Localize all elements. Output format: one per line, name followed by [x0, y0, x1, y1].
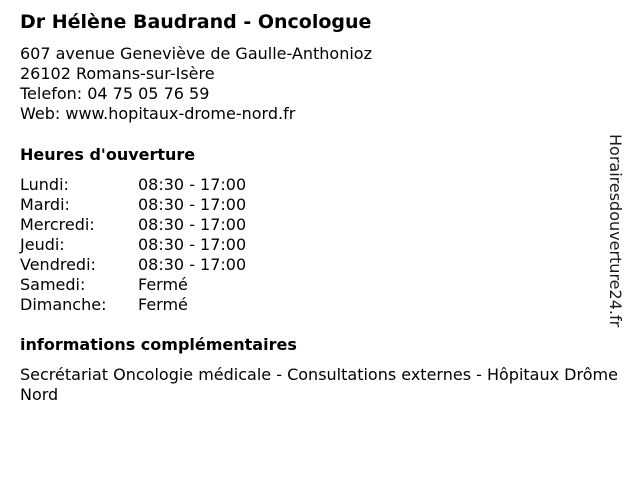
day-label: Mercredi:: [20, 215, 95, 234]
contact-block: [20, 44, 372, 124]
phone-number: Telefon: 04 75 05 76 59: [20, 84, 210, 103]
hours-row-thursday: [20, 235, 246, 255]
time-value: 08:30 - 17:00: [138, 195, 247, 214]
day-label: Vendredi:: [20, 255, 96, 274]
opening-hours-table: [20, 175, 246, 315]
time-value: 08:30 - 17:00: [138, 255, 247, 274]
time-value: 08:30 - 17:00: [138, 175, 247, 194]
street-address: 607 avenue Geneviève de Gaulle-Anthonioz: [20, 44, 372, 63]
hours-row-sunday: [20, 295, 246, 315]
hours-row-friday: [20, 255, 246, 275]
time-value: Fermé: [138, 275, 188, 294]
hours-row-monday: [20, 175, 246, 195]
additional-info-text: Secrétariat Oncologie médicale - Consultations externes - Hôpitaux Drôme Nord: [20, 365, 618, 404]
website-link[interactable]: Web: www.hopitaux-drome-nord.fr: [20, 104, 296, 123]
time-value: 08:30 - 17:00: [138, 215, 247, 234]
day-label: Mardi:: [20, 195, 70, 214]
day-label: Lundi:: [20, 175, 69, 194]
city-address: 26102 Romans-sur-Isère: [20, 64, 215, 83]
hours-row-wednesday: [20, 215, 246, 235]
additional-info-heading: informations complémentaires: [20, 335, 297, 354]
day-label: Samedi:: [20, 275, 86, 294]
site-watermark: Horairesdouverture24.fr: [606, 134, 625, 328]
time-value: 08:30 - 17:00: [138, 235, 247, 254]
hours-row-saturday: [20, 275, 246, 295]
day-label: Jeudi:: [20, 235, 65, 254]
day-label: Dimanche:: [20, 295, 107, 314]
page-title: Dr Hélène Baudrand - Oncologue: [20, 11, 372, 33]
opening-hours-heading: Heures d'ouverture: [20, 145, 196, 164]
hours-row-tuesday: [20, 195, 246, 215]
time-value: Fermé: [138, 295, 188, 314]
